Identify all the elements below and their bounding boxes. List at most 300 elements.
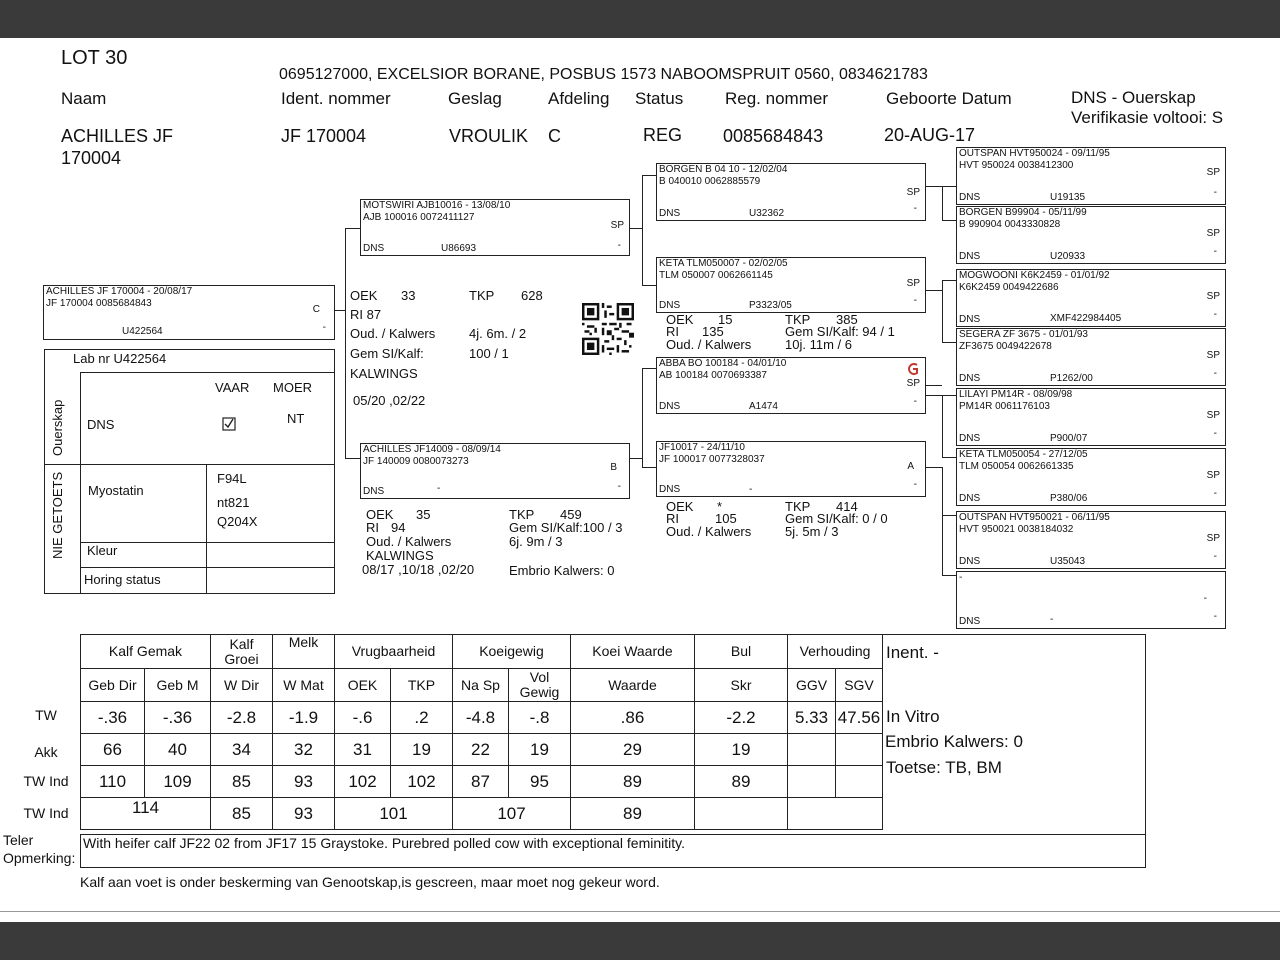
gp-code: SP [906,187,920,198]
sub-geb-dir: Geb Dir [81,669,145,702]
animal-ident: JF 170004 [281,126,367,146]
table-cell: 34 [211,734,273,766]
table-cell: 87 [453,766,509,798]
table-cell: 95 [509,766,571,798]
connector [942,515,956,516]
gp-code: SP [906,278,920,289]
lab-number: Lab nr U422564 [73,351,167,366]
toetse: Toetse: TB, BM [886,758,1002,777]
dam-gem: Gem SI/Kalf:100 / 3 [509,520,623,535]
ggp-nums: K6K2459 0049422686 [959,282,1059,293]
myostatin-f94l: F94L [217,471,247,486]
horing-label: Horing status [84,572,161,587]
col-reg: Reg. nommer [725,89,828,108]
gp-title: BORGEN B 04 10 - 12/02/04 [659,164,788,175]
sire-oud: 4j. 6m. / 2 [469,326,527,341]
table-cell: 32 [273,734,335,766]
table-cell: 29 [571,734,695,766]
table-cell: 93 [273,766,335,798]
ggp-code: SP [1206,291,1220,302]
connector [942,280,943,342]
connector [942,457,956,458]
panel-divider [80,567,335,568]
great-grandparent-box [956,269,1226,327]
ggp-dash: - [1213,428,1217,439]
col-geslag: Geslag [448,89,502,108]
sire-tkp-label: TKP [469,288,495,303]
group-kalf-gemak: Kalf Gemak [81,635,211,669]
sire-title: MOTSWIRI AJB10016 - 13/08/10 [363,200,511,211]
ggp-code: - [1203,593,1207,604]
table-cell: -2.2 [695,702,788,734]
vaar-label: VAAR [215,380,250,395]
sub-waarde: Waarde [571,669,695,702]
connector [642,467,656,468]
animal-reg: 0085684843 [723,126,824,146]
table-row-akk [81,734,883,766]
ggp-dns-label: DNS [959,433,981,444]
animal-gender: VROULIK [449,126,529,146]
ggp-dns: U35043 [1050,556,1086,567]
table-cell: 5.33 [788,702,836,734]
ggp-code: SP [1206,228,1220,239]
dam-tkp: 459 [560,507,582,522]
sire-oud-label: Oud. / Kalwers [350,326,436,341]
gp-oek-label: OEK [666,312,694,327]
gp-oek-label: OEK [666,499,694,514]
gp-oud-label: Oud. / Kalwers [666,337,752,352]
in-vitro: In Vitro [886,707,940,726]
breeding-values-table [80,634,883,830]
ggp-code: SP [1206,410,1220,421]
dam-kalwings-label: KALWINGS [366,548,434,563]
table-cell: 85 [211,798,273,830]
gp-dash: - [913,396,917,407]
lot-number: LOT 30 [61,47,128,69]
table-cell: 19 [391,734,453,766]
row-label-tw: TW [35,707,57,723]
dam-box [360,443,630,499]
sire-oek-label: OEK [350,288,378,303]
ouerskap-label: Ouerskap [50,399,65,456]
connector [345,228,360,229]
sub-oek: OEK [335,669,391,702]
table-cell: .2 [391,702,453,734]
animal-name-2: 170004 [61,148,122,168]
sub-ggv: GGV [788,669,836,702]
ggp-title: OUTSPAN HVT950021 - 06/11/95 [959,512,1110,523]
ggp-dns: P900/07 [1050,433,1088,444]
grandparent-box [656,163,926,221]
sub-geb-m: Geb M [145,669,211,702]
connector [942,186,956,187]
ggp-dash: - [1213,368,1217,379]
gp-code: SP [906,378,920,389]
grandparent-box [656,257,926,313]
gp-ri-label: RI [666,511,679,526]
ggp-dns: U19135 [1050,192,1086,203]
grandparent-box [656,357,926,414]
myostatin-nt821: nt821 [217,495,250,510]
dam-code: B [610,462,617,473]
kleur-label: Kleur [87,543,118,558]
great-grandparent-box [956,147,1226,205]
ggp-dns-label: DNS [959,616,981,627]
dam-oud: 6j. 9m / 3 [509,534,563,549]
table-row-tw [81,702,883,734]
group-melk: Melk [273,635,335,669]
animal-box-title: ACHILLES JF 170004 - 20/08/17 [46,286,193,297]
great-grandparent-box [956,511,1226,569]
gp-dns: - [749,484,753,495]
sire-dash: - [617,240,621,251]
table-cell: -.36 [81,702,145,734]
table-cell [695,798,788,830]
table-cell: -.36 [145,702,211,734]
table-cell: 89 [571,766,695,798]
panel-divider [80,372,81,594]
dam-title: ACHILLES JF14009 - 08/09/14 [363,444,501,455]
connector [926,290,942,291]
table-cell: 107 [453,798,571,830]
table-cell: 40 [145,734,211,766]
ggp-title: SEGERA ZF 3675 - 01/01/93 [959,329,1088,340]
animal-box-dns: U422564 [122,326,163,337]
col-ident: Ident. nommer [281,89,391,108]
ggp-dns: P380/06 [1050,493,1088,504]
row-label-twind-2: TW Ind [23,805,69,821]
connector [926,395,956,396]
side-info-box [878,634,1146,835]
dam-ri-label: RI [366,520,379,535]
table-cell [788,734,836,766]
ggp-dns: P1262/00 [1050,373,1093,384]
ggp-code: SP [1206,533,1220,544]
sire-dns: U86693 [441,243,477,254]
ggp-dns: XMF422984405 [1050,313,1122,324]
connector [942,280,956,281]
animal-name-1: ACHILLES JF [61,126,174,146]
connector [642,368,643,468]
gp-code: A [907,461,914,472]
gp-dash: - [913,295,917,306]
col-naam: Naam [61,89,107,108]
ggp-title: LILAYI PM14R - 08/09/98 [959,389,1073,400]
bottom-bar [0,922,1280,960]
gp-dns-label: DNS [659,401,681,412]
connector [630,458,642,459]
gp-tkp-label: TKP [785,312,811,327]
group-koei-waarde: Koei Waarde [571,635,695,669]
sire-gem: 100 / 1 [469,346,509,361]
gp-title: JF10017 - 24/11/10 [659,442,745,453]
table-cell: -2.8 [211,702,273,734]
sire-oek: 33 [401,288,416,303]
parentage-panel [44,349,335,594]
connector [942,515,943,575]
gp-title: ABBA BO 100184 - 04/01/10 [659,358,787,369]
table-cell: 102 [335,766,391,798]
great-grandparent-box [956,448,1226,506]
animal-status: REG [643,125,683,145]
dam-embrio: Embrio Kalwers: 0 [509,563,615,578]
ggp-dash: - [1213,488,1217,499]
sire-nums: AJB 100016 0072411127 [363,212,475,223]
ggp-nums: ZF3675 0049422678 [959,341,1052,352]
gp-gem: Gem SI/Kalf: 94 / 1 [785,324,895,339]
table-row-twind [81,766,883,798]
dam-oek: 35 [416,507,431,522]
sire-gem-label: Gem SI/Kalf: [350,346,424,361]
gp-tkp-label: TKP [785,499,811,514]
connector [926,186,942,187]
connector [942,220,956,221]
gp-gem: Gem SI/Kalf: 0 / 0 [785,511,888,526]
dam-oek-label: OEK [366,507,394,522]
dam-kalwings: 08/17 ,10/18 ,02/20 [362,562,475,577]
connector [642,175,656,176]
gp-tkp: 385 [836,312,858,327]
gp-dns: U32362 [749,208,785,219]
opmerking-label: Opmerking: [3,850,76,866]
panel-divider [45,464,335,465]
connector [942,575,956,576]
ggp-nums: TLM 050054 0062661335 [959,461,1074,472]
col-geboorte: Geboorte Datum [886,89,1012,108]
ggp-dash: - [1213,309,1217,320]
gp-dns: A1474 [749,401,778,412]
animal-pedigree-box [43,285,335,340]
great-grandparent-box [956,328,1226,386]
sire-code: SP [610,220,624,231]
ggp-nums: HVT 950021 0038184032 [959,524,1074,535]
teler-label: Teler [3,832,34,848]
table-cell: -.8 [509,702,571,734]
ggp-nums: HVT 950024 0038412300 [959,160,1074,171]
table-cell: 93 [273,798,335,830]
sub-skr: Skr [695,669,788,702]
nie-getoets-label: NIE GETOETS [50,471,65,559]
panel-divider [80,372,335,373]
sub-w-dir: W Dir [211,669,273,702]
separator [0,911,1280,912]
table-cell: .86 [571,702,695,734]
table-cell: 89 [571,798,695,830]
ggp-nums: PM14R 0061176103 [959,401,1050,412]
ggp-title: MOGWOONI K6K2459 - 01/01/92 [959,270,1110,281]
table-cell: 85 [211,766,273,798]
group-vrugbaarheid: Vrugbaarheid [335,635,453,669]
connector [345,228,346,458]
gp-title: KETA TLM050007 - 02/02/05 [659,258,788,269]
animal-box-dash: - [322,322,326,333]
gp-dash: - [913,203,917,214]
connector [642,175,643,285]
ggp-dns-label: DNS [959,251,981,262]
ggp-dns-label: DNS [959,192,981,203]
breeder-info: 0695127000, EXCELSIOR BORANE, POSBUS 1573 NABOOMSPRUIT 0560, 0834621783 [279,66,928,83]
animal-box-code: C [312,304,320,315]
qr-code [582,303,634,355]
checkbox-checked-icon [222,417,236,431]
ggp-title: BORGEN B99904 - 05/11/99 [959,207,1087,218]
ggp-nums: B 990904 0043330828 [959,219,1061,230]
embrio-kalwers: Embrio Kalwers: 0 [885,732,1023,751]
table-cell: 66 [81,734,145,766]
gp-ri: 135 [702,324,724,339]
dns-verification: Verifikasie voltooi: S [1071,108,1224,127]
table-row-twind-group [81,798,883,830]
gp-dash: - [913,479,917,490]
dam-dns: - [437,483,441,494]
ggp-dns-label: DNS [959,373,981,384]
dns-label: DNS [87,417,115,432]
gp-oud-label: Oud. / Kalwers [666,524,752,539]
animal-box-nums: JF 170004 0085684843 [46,298,152,309]
sub-tkp: TKP [391,669,453,702]
ggp-dash: - [1213,187,1217,198]
moer-dns-result: NT [287,411,305,426]
gp-dns-label: DNS [659,484,681,495]
ggp-dns-label: DNS [959,493,981,504]
table-cell: 110 [81,766,145,798]
table-cell [788,798,883,830]
remark-box [80,834,1146,868]
ggp-dash: - [1213,611,1217,622]
gp-oek: * [717,499,723,514]
sub-sgv: SGV [836,669,883,702]
gp-oud: 10j. 11m / 6 [785,337,852,352]
table-cell: 22 [453,734,509,766]
ggp-dash: - [1213,246,1217,257]
ggp-title: - [959,572,963,583]
row-label-akk: Akk [34,744,58,760]
dam-tkp-label: TKP [509,507,535,522]
gp-tkp: 414 [836,499,858,514]
connector [942,186,943,220]
connector [942,342,956,343]
gp-ri-label: RI [666,324,679,339]
table-cell: 102 [391,766,453,798]
great-grandparent-box [956,571,1226,629]
myostatin-q204x: Q204X [217,514,258,529]
sire-kalwings: 05/20 ,02/22 [353,393,426,408]
inent: Inent. - [886,643,939,662]
connector [630,228,642,229]
connector [926,385,942,386]
dam-ri: 94 [391,520,406,535]
gp-nums: TLM 050007 0062661145 [659,270,773,281]
sub-na-sp: Na Sp [453,669,509,702]
gp-dns-label: DNS [659,208,681,219]
connector [642,368,656,369]
panel-divider [80,542,335,543]
table-cell [788,766,836,798]
dam-dns-label: DNS [363,486,385,497]
genomic-logo-icon [906,362,920,376]
ggp-dash: - [1213,551,1217,562]
ggp-dns: U20933 [1050,251,1086,262]
table-cell: -.6 [335,702,391,734]
table-cell: 47.56 [836,702,883,734]
gp-dns: P3323/05 [749,300,792,311]
group-koeigewig: Koeigewig [453,635,571,669]
gp-ri: 105 [715,511,737,526]
great-grandparent-box [956,206,1226,264]
sub-w-mat: W Mat [273,669,335,702]
grandparent-box [656,441,926,497]
ggp-code: SP [1206,167,1220,178]
myostatin-label: Myostatin [88,483,144,498]
table-cell [836,766,883,798]
ggp-code: SP [1206,470,1220,481]
great-grandparent-box [956,388,1226,446]
remark-text: With heifer calf JF22 02 from JF17 15 Graystoke. Purebred polled cow with exceptional feminitity. [83,835,686,851]
group-verhouding: Verhouding [788,635,883,669]
animal-birthdate: 20-AUG-17 [884,125,976,145]
sire-dns-label: DNS [363,243,385,254]
connector [926,467,942,468]
table-cell: 101 [335,798,453,830]
table-cell: -1.9 [273,702,335,734]
table-cell: -4.8 [453,702,509,734]
ggp-code: SP [1206,350,1220,361]
col-status: Status [635,89,684,108]
top-bar [0,0,1280,38]
table-cell: 114 [81,798,211,830]
dns-title: DNS - Ouerskap [1071,88,1196,107]
row-label-twind: TW Ind [23,773,69,789]
table-cell: 31 [335,734,391,766]
panel-divider [206,464,207,594]
table-cell: 19 [695,734,788,766]
connector [642,285,656,286]
sire-kalwings-label: KALWINGS [350,366,418,381]
ggp-dns-label: DNS [959,556,981,567]
moer-label: MOER [273,380,312,395]
sire-box [360,199,630,256]
table-cell: 19 [509,734,571,766]
dam-oud-label: Oud. / Kalwers [366,534,452,549]
ggp-dns-label: DNS [959,314,981,325]
animal-section: C [548,126,561,146]
group-bul: Bul [695,635,788,669]
table-cell: 89 [695,766,788,798]
gp-nums: JF 100017 0077328037 [659,454,765,465]
connector [942,467,943,515]
col-afdeling: Afdeling [548,89,610,108]
sub-vol-gewig: Vol Gewig [509,669,571,702]
sire-ri: RI 87 [350,307,382,322]
dam-dash: - [617,481,621,492]
connector [345,458,360,459]
ggp-title: KETA TLM050054 - 27/12/05 [959,449,1088,460]
gp-oek: 15 [718,312,733,327]
gp-nums: B 040010 0062885579 [659,176,761,187]
gp-dns-label: DNS [659,300,681,311]
gp-oud: 5j. 5m / 3 [785,524,839,539]
ggp-dns: - [1050,614,1054,625]
footer-note: Kalf aan voet is onder beskerming van Genootskap,is gescreen, maar moet nog gekeur word. [80,874,660,890]
dam-nums: JF 140009 0080073273 [363,456,469,467]
table-cell: 109 [145,766,211,798]
sire-tkp: 628 [521,288,543,303]
group-kalf-groei: Kalf Groei [211,635,273,669]
ggp-title: OUTSPAN HVT950024 - 09/11/95 [959,148,1110,159]
connector [335,310,345,311]
table-cell [836,734,883,766]
connector [942,395,943,457]
